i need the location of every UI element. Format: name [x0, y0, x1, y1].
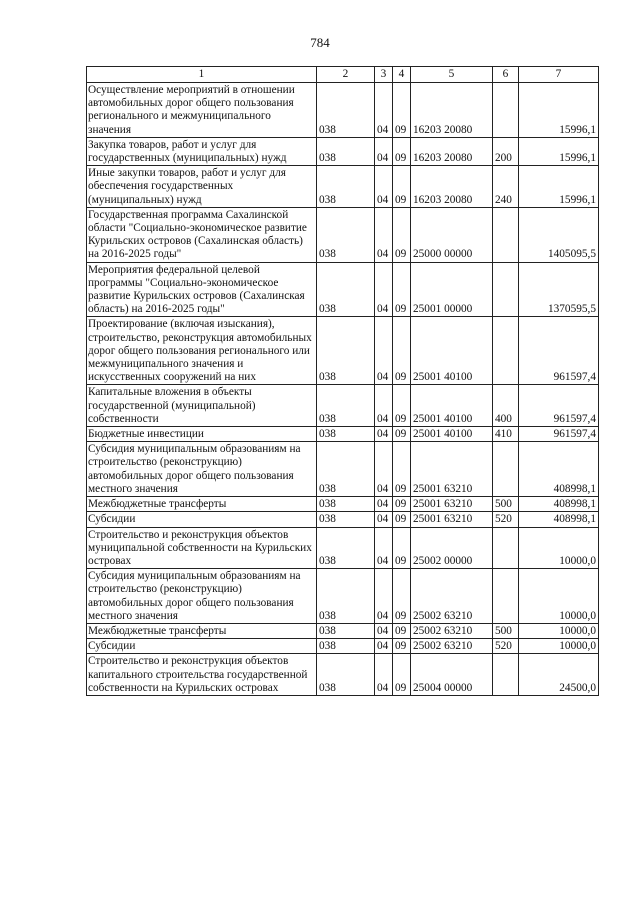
header-cell: 2 — [317, 67, 375, 83]
row-subsection-cell: 09 — [393, 527, 411, 569]
row-amount-cell: 10000,0 — [519, 527, 599, 569]
row-target-cell: 25000 00000 — [411, 207, 493, 262]
row-subsection-cell: 09 — [393, 623, 411, 638]
row-amount-cell: 15996,1 — [519, 137, 599, 165]
row-section-cell: 04 — [375, 137, 393, 165]
row-section-cell: 04 — [375, 83, 393, 138]
row-subsection-cell: 09 — [393, 262, 411, 317]
row-ministry-cell: 038 — [317, 83, 375, 138]
row-vid-cell: 410 — [493, 427, 519, 442]
row-ministry-cell: 038 — [317, 427, 375, 442]
header-cell: 4 — [393, 67, 411, 83]
row-name-cell: Осуществление мероприятий в отношении автомобильных дорог общего пользования регионального и межмуниципального значения — [87, 83, 317, 138]
row-target-cell: 25002 63210 — [411, 623, 493, 638]
row-amount-cell: 15996,1 — [519, 83, 599, 138]
row-name-cell: Субсидия муниципальным образованиям на строительство (реконструкцию) автомобильных дорог общего пользования местного значения — [87, 442, 317, 497]
row-amount-cell: 1370595,5 — [519, 262, 599, 317]
row-name-cell: Государственная программа Сахалинской области "Социально-экономическое развитие Курильских островов (Сахалинская область) на 2016-2025 годы" — [87, 207, 317, 262]
row-amount-cell: 408998,1 — [519, 512, 599, 527]
row-vid-cell: 200 — [493, 137, 519, 165]
row-section-cell: 04 — [375, 262, 393, 317]
row-vid-cell — [493, 83, 519, 138]
table-row — [87, 385, 599, 427]
row-subsection-cell: 09 — [393, 512, 411, 527]
row-target-cell: 25002 63210 — [411, 569, 493, 624]
row-subsection-cell: 09 — [393, 385, 411, 427]
row-section-cell: 04 — [375, 385, 393, 427]
row-vid-cell: 240 — [493, 166, 519, 208]
row-subsection-cell: 09 — [393, 569, 411, 624]
row-target-cell: 16203 20080 — [411, 137, 493, 165]
row-section-cell: 04 — [375, 512, 393, 527]
row-amount-cell: 408998,1 — [519, 497, 599, 512]
row-ministry-cell: 038 — [317, 137, 375, 165]
row-ministry-cell: 038 — [317, 385, 375, 427]
row-ministry-cell: 038 — [317, 497, 375, 512]
row-section-cell: 04 — [375, 569, 393, 624]
row-vid-cell — [493, 207, 519, 262]
row-section-cell: 04 — [375, 207, 393, 262]
row-ministry-cell: 038 — [317, 317, 375, 385]
row-amount-cell: 961597,4 — [519, 385, 599, 427]
table-row — [87, 262, 599, 317]
row-subsection-cell: 09 — [393, 427, 411, 442]
header-cell: 6 — [493, 67, 519, 83]
row-subsection-cell: 09 — [393, 207, 411, 262]
row-amount-cell: 15996,1 — [519, 166, 599, 208]
row-ministry-cell: 038 — [317, 569, 375, 624]
row-vid-cell — [493, 654, 519, 696]
row-vid-cell: 520 — [493, 639, 519, 654]
row-target-cell: 16203 20080 — [411, 83, 493, 138]
row-ministry-cell: 038 — [317, 442, 375, 497]
row-subsection-cell: 09 — [393, 317, 411, 385]
row-amount-cell: 961597,4 — [519, 317, 599, 385]
header-cell: 7 — [519, 67, 599, 83]
row-amount-cell: 961597,4 — [519, 427, 599, 442]
table-row — [87, 442, 599, 497]
table-row — [87, 317, 599, 385]
row-vid-cell: 400 — [493, 385, 519, 427]
row-name-cell: Строительство и реконструкция объектов муниципальной собственности на Курильских островах — [87, 527, 317, 569]
row-subsection-cell: 09 — [393, 639, 411, 654]
budget-table — [86, 66, 599, 696]
row-name-cell: Строительство и реконструкция объектов капитального строительства государственной собственности на Курильских островах — [87, 654, 317, 696]
row-vid-cell: 520 — [493, 512, 519, 527]
table-row — [87, 83, 599, 138]
table-body — [87, 83, 599, 696]
header-row — [87, 67, 599, 83]
header-cell: 5 — [411, 67, 493, 83]
row-vid-cell — [493, 317, 519, 385]
row-section-cell: 04 — [375, 527, 393, 569]
row-section-cell: 04 — [375, 442, 393, 497]
row-vid-cell — [493, 527, 519, 569]
row-name-cell: Капитальные вложения в объекты государственной (муниципальной) собственности — [87, 385, 317, 427]
row-subsection-cell: 09 — [393, 654, 411, 696]
row-amount-cell: 10000,0 — [519, 623, 599, 638]
row-target-cell: 25001 00000 — [411, 262, 493, 317]
table-row — [87, 137, 599, 165]
row-amount-cell: 1405095,5 — [519, 207, 599, 262]
row-subsection-cell: 09 — [393, 166, 411, 208]
header-cell: 3 — [375, 67, 393, 83]
row-section-cell: 04 — [375, 317, 393, 385]
table-row — [87, 497, 599, 512]
row-vid-cell — [493, 262, 519, 317]
table-row — [87, 427, 599, 442]
row-target-cell: 25004 00000 — [411, 654, 493, 696]
row-vid-cell: 500 — [493, 497, 519, 512]
row-section-cell: 04 — [375, 166, 393, 208]
row-name-cell: Закупка товаров, работ и услуг для государственных (муниципальных) нужд — [87, 137, 317, 165]
row-name-cell: Субсидия муниципальным образованиям на строительство (реконструкцию) автомобильных дорог общего пользования местного значения — [87, 569, 317, 624]
row-vid-cell — [493, 569, 519, 624]
row-ministry-cell: 038 — [317, 527, 375, 569]
row-subsection-cell: 09 — [393, 497, 411, 512]
table-row — [87, 512, 599, 527]
table-row — [87, 654, 599, 696]
page-number: 784 — [310, 35, 330, 50]
row-name-cell: Субсидии — [87, 512, 317, 527]
table-row — [87, 207, 599, 262]
row-ministry-cell: 038 — [317, 262, 375, 317]
row-subsection-cell: 09 — [393, 83, 411, 138]
row-target-cell: 25001 63210 — [411, 497, 493, 512]
row-target-cell: 16203 20080 — [411, 166, 493, 208]
row-subsection-cell: 09 — [393, 137, 411, 165]
row-ministry-cell: 038 — [317, 166, 375, 208]
row-section-cell: 04 — [375, 654, 393, 696]
row-name-cell: Субсидии — [87, 639, 317, 654]
row-target-cell: 25001 63210 — [411, 512, 493, 527]
row-amount-cell: 10000,0 — [519, 639, 599, 654]
row-section-cell: 04 — [375, 639, 393, 654]
row-name-cell: Проектирование (включая изыскания), строительство, реконструкция автомобильных дорог общего пользования регионального или межмуниципального значения и искусственных сооружений на них — [87, 317, 317, 385]
row-target-cell: 25001 63210 — [411, 442, 493, 497]
row-name-cell: Межбюджетные трансферты — [87, 623, 317, 638]
row-name-cell: Мероприятия федеральной целевой программы "Социально-экономическое развитие Курильских островов (Сахалинская область) на 2016-2025 годы" — [87, 262, 317, 317]
row-ministry-cell: 038 — [317, 512, 375, 527]
row-target-cell: 25001 40100 — [411, 427, 493, 442]
table-row — [87, 527, 599, 569]
row-ministry-cell: 038 — [317, 623, 375, 638]
row-section-cell: 04 — [375, 427, 393, 442]
row-target-cell: 25002 63210 — [411, 639, 493, 654]
row-ministry-cell: 038 — [317, 639, 375, 654]
row-name-cell: Межбюджетные трансферты — [87, 497, 317, 512]
row-target-cell: 25001 40100 — [411, 317, 493, 385]
table-row — [87, 623, 599, 638]
row-vid-cell — [493, 442, 519, 497]
row-name-cell: Иные закупки товаров, работ и услуг для обеспечения государственных (муниципальных) нужд — [87, 166, 317, 208]
row-name-cell: Бюджетные инвестиции — [87, 427, 317, 442]
row-amount-cell: 408998,1 — [519, 442, 599, 497]
row-ministry-cell: 038 — [317, 654, 375, 696]
header-cell: 1 — [87, 67, 317, 83]
row-section-cell: 04 — [375, 497, 393, 512]
row-amount-cell: 24500,0 — [519, 654, 599, 696]
row-amount-cell: 10000,0 — [519, 569, 599, 624]
row-target-cell: 25001 40100 — [411, 385, 493, 427]
table-row — [87, 569, 599, 624]
row-target-cell: 25002 00000 — [411, 527, 493, 569]
row-vid-cell: 500 — [493, 623, 519, 638]
row-section-cell: 04 — [375, 623, 393, 638]
row-subsection-cell: 09 — [393, 442, 411, 497]
row-ministry-cell: 038 — [317, 207, 375, 262]
table-row — [87, 166, 599, 208]
table-row — [87, 639, 599, 654]
